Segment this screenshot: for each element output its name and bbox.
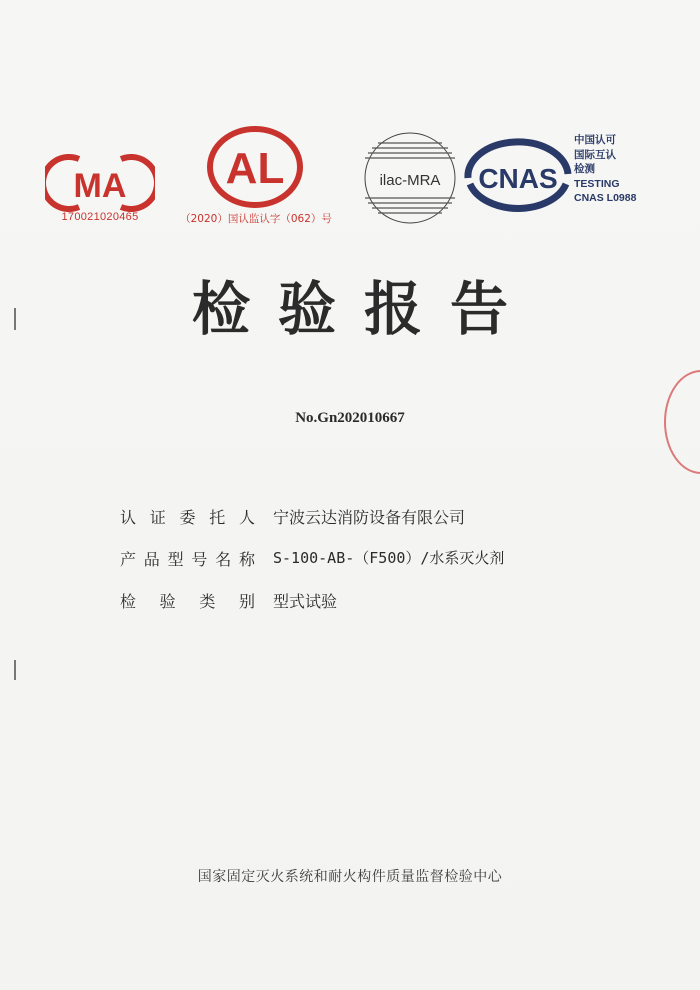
cnas-accreditation-text xyxy=(574,133,636,206)
cnas-line: CNAS L0988 xyxy=(574,192,637,205)
ilac-mra-logo xyxy=(360,128,460,228)
svg-text:AL: AL xyxy=(225,144,285,193)
svg-text:MA: MA xyxy=(73,167,127,205)
field-label: 产品型号名称 xyxy=(120,550,255,569)
binding-mark xyxy=(14,660,16,680)
field-label: 检验类别 xyxy=(120,592,255,611)
field-label: 认证委托人 xyxy=(120,508,255,527)
cnas-line: 国际互认 xyxy=(574,148,616,161)
cnas-line: TESTING xyxy=(574,177,620,190)
field-value: S-100-AB-（F500）/水系灭火剂 xyxy=(273,549,505,567)
binding-mark xyxy=(14,308,16,330)
cal-number: （2020）国认监认字（062）号 xyxy=(180,213,332,225)
field-value: 型式试验 xyxy=(273,592,338,611)
cnas-line: 检测 xyxy=(574,163,595,176)
report-number: No.Gn202010667 xyxy=(295,410,405,426)
report-title: 检验报告 xyxy=(191,275,536,343)
cma-number: 170021020465 xyxy=(61,211,139,223)
cnas-logo xyxy=(462,138,574,218)
cnas-line: 中国认可 xyxy=(574,134,616,146)
issuing-organization: 国家固定灭火系统和耐火构件质量监督检验中心 xyxy=(197,869,503,885)
cal-logo xyxy=(205,125,305,209)
ilac-mra-label: ilac-MRA xyxy=(379,172,441,189)
svg-text:CNAS: CNAS xyxy=(478,163,558,194)
seal-edge xyxy=(664,370,700,474)
field-value: 宁波云达消防设备有限公司 xyxy=(273,508,466,527)
